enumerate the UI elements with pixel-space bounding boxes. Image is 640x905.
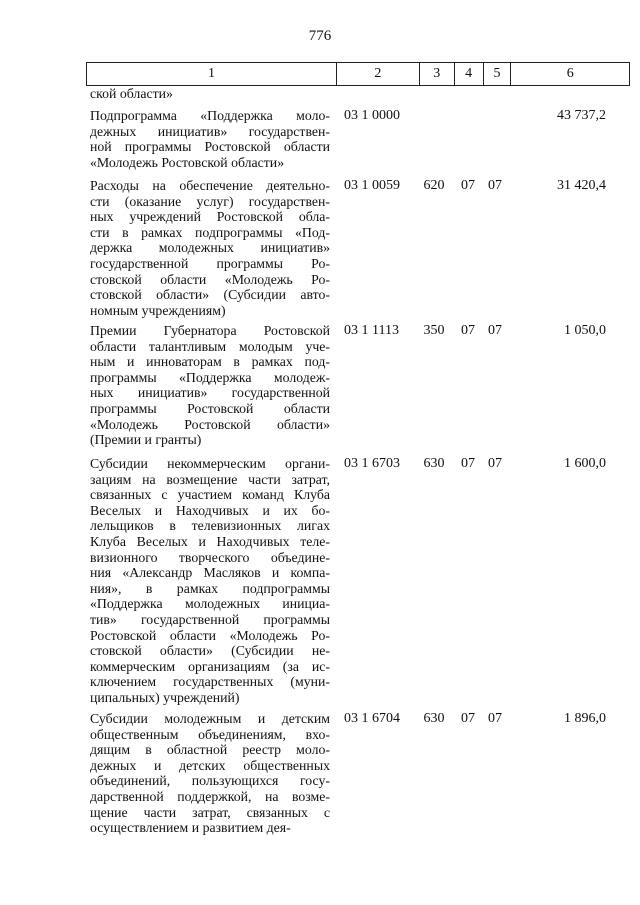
- row-description-line: объединений, пользующихся госу-: [90, 773, 330, 789]
- row-description-line: стовской области» (Субсидии авто-: [90, 287, 330, 303]
- row-description-line: дарственной поддержкой, на возме-: [90, 788, 330, 804]
- row-description-line: программы Ростовской области: [90, 400, 330, 416]
- row-description-line: общественным объединениям, вхо-: [90, 726, 330, 742]
- row-code: 03 1 0000: [344, 108, 400, 123]
- row-description-line: тив» государственной программы: [90, 611, 330, 627]
- row-description: [90, 178, 330, 318]
- row-rz: 07: [461, 323, 475, 338]
- row-description-line: Ростовской области «Молодежь Ро-: [90, 627, 330, 643]
- row-description-line: ным и инноваторам в рамках под-: [90, 354, 330, 370]
- row-description-line: зациям на возмещение части затрат,: [90, 471, 330, 487]
- row-description-line: ных учреждений Ростовской обла-: [90, 209, 330, 225]
- header-col-4: 4: [455, 63, 484, 85]
- row-description-line: сти (оказание услуг) государствен-: [90, 193, 330, 209]
- row-description-line: дящим в областной реестр моло-: [90, 742, 330, 758]
- row-vr: 350: [423, 323, 445, 338]
- row-description-line: номным учреждениям): [90, 302, 226, 318]
- row-description-line: области талантливым молодым уче-: [90, 338, 330, 354]
- row-description-line: Веселых и Находчивых и их бо-: [90, 502, 330, 518]
- row-rz: 07: [461, 178, 475, 193]
- row-description-line: Клуба Веселых и Находчивых теле-: [90, 533, 330, 549]
- header-col-6: 6: [566, 66, 574, 81]
- row-description-line: государственной программы Ро-: [90, 255, 330, 271]
- row-pr: 07: [488, 323, 502, 338]
- row-pr: 07: [488, 178, 502, 193]
- row-rz: 07: [461, 711, 475, 726]
- row-description-line: ципальных) учреждений): [90, 689, 240, 705]
- row-description-line: (Премии и гранты): [90, 432, 202, 448]
- row-sum: 31 420,4: [557, 178, 606, 193]
- row-description-line: сти в рамках подпрограммы «Под-: [90, 224, 330, 240]
- row-vr: 620: [423, 178, 445, 193]
- continuation-text: ской области»: [90, 86, 173, 101]
- row-description-line: ния», в рамках подпрограммы: [90, 580, 330, 596]
- page-number: 776: [308, 28, 332, 44]
- row-description-line: связанных с участием команд Клуба: [90, 487, 330, 503]
- row-sum: 1 896,0: [564, 711, 606, 726]
- row-description-line: «Молодежь Ростовской области»: [90, 416, 330, 432]
- row-description-line: дежных инициатив» государствен-: [90, 123, 330, 139]
- row-description-line: ной программы Ростовской области: [90, 139, 330, 155]
- row-pr: 07: [488, 456, 502, 471]
- row-description: [90, 456, 330, 706]
- row-description-line: стовской области» (Субсидии не-: [90, 643, 330, 659]
- header-col-2: 2: [337, 63, 420, 85]
- header-col-1: 1: [87, 63, 337, 85]
- row-description-line: «Поддержка молодежных инициа-: [90, 596, 330, 612]
- row-code: 03 1 6704: [344, 711, 400, 726]
- row-description-line: Подпрограмма «Поддержка моло-: [90, 108, 330, 123]
- row-description: [90, 711, 330, 836]
- row-description-line: коммерческим организациям (за ис-: [90, 658, 330, 674]
- row-description: [90, 108, 330, 170]
- row-code: 03 1 6703: [344, 456, 400, 471]
- row-description-line: Премии Губернатора Ростовской: [90, 323, 330, 338]
- row-description-line: Субсидии некоммерческим органи-: [90, 456, 330, 471]
- row-description-line: ния «Александр Масляков и компа-: [90, 565, 330, 581]
- row-rz: 07: [461, 456, 475, 471]
- row-description-line: держка молодежных инициатив»: [90, 240, 330, 256]
- row-sum: 43 737,2: [557, 108, 606, 123]
- row-description-line: Субсидии молодежным и детским: [90, 711, 330, 726]
- row-description-line: стовской области «Молодежь Ро-: [90, 271, 330, 287]
- row-description-line: программы «Поддержка молодеж-: [90, 369, 330, 385]
- row-description-line: дежных и детских общественных: [90, 757, 330, 773]
- row-description-line: осуществлением и развитием дея-: [90, 820, 291, 836]
- row-code: 03 1 0059: [344, 178, 400, 193]
- row-pr: 07: [488, 711, 502, 726]
- row-vr: 630: [423, 456, 445, 471]
- row-description-line: визионного творческого объедине-: [90, 549, 330, 565]
- row-description-line: лельщиков в телевизионных лигах: [90, 518, 330, 534]
- table-header: [86, 62, 630, 86]
- row-sum: 1 600,0: [564, 456, 606, 471]
- row-description-line: ных инициатив» государственной: [90, 385, 330, 401]
- row-description-line: Расходы на обеспечение деятельно-: [90, 178, 330, 193]
- row-description-line: «Молодежь Ростовской области»: [90, 154, 285, 170]
- row-description-line: ключением государственных (муни-: [90, 674, 330, 690]
- row-description-line: щение части затрат, связанных с: [90, 804, 330, 820]
- header-col-5: 5: [484, 63, 512, 85]
- header-col-3: 3: [420, 63, 455, 85]
- row-description: [90, 323, 330, 448]
- row-code: 03 1 1113: [344, 323, 399, 338]
- row-vr: 630: [423, 711, 445, 726]
- row-sum: 1 050,0: [564, 323, 606, 338]
